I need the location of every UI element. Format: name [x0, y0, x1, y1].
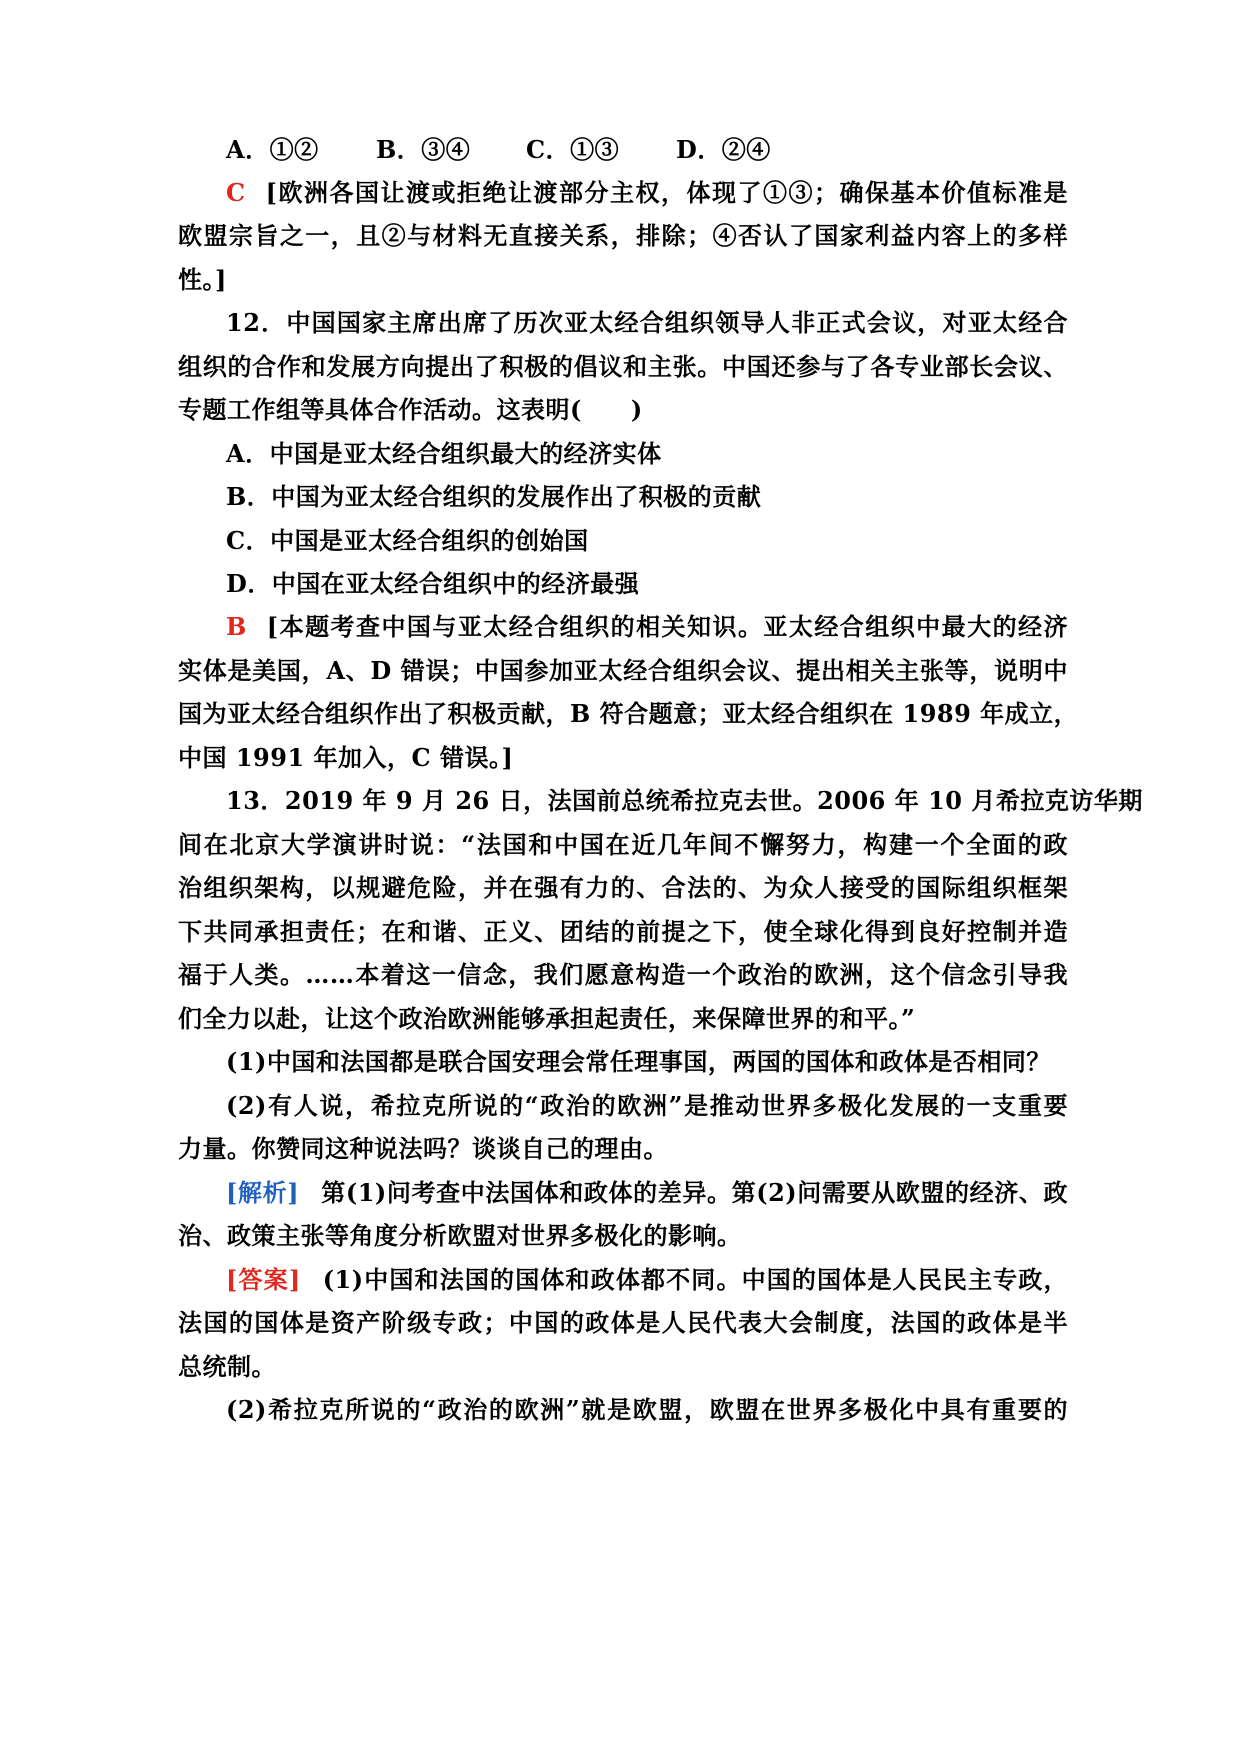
q11-option-b: B．③④	[376, 135, 471, 164]
q13-answer-line-4: (2)希拉克所说的“政治的欧洲”就是欧盟，欧盟在世界多极化中具有重要的	[226, 1395, 1068, 1424]
q13-stem-line-5: 福于人类。……本着这一信念，我们愿意构造一个政治的欧洲，这个信念引导我	[178, 960, 1068, 989]
q11-explanation-line-2: 欧盟宗旨之一，且②与材料无直接关系，排除；④否认了国家利益内容上的多样	[178, 221, 1068, 250]
q12-option-c: C．中国是亚太经合组织的创始国	[226, 526, 589, 555]
q12-option-a: A．中国是亚太经合组织最大的经济实体	[226, 439, 662, 468]
q12-answer-letter: B	[226, 612, 247, 641]
q13-subquestion-2-line-1: (2)有人说，希拉克所说的“政治的欧洲”是推动世界多极化发展的一支重要	[226, 1091, 1068, 1120]
analysis-tag: [解析]	[226, 1178, 300, 1207]
q11-explanation-line-3: 性。]	[178, 265, 227, 294]
q11-option-a: A．①②	[226, 135, 319, 164]
q13-stem-line-1: 13．2019 年 9 月 26 日，法国前总统希拉克去世。2006 年 10 月希拉克访华期	[226, 786, 1143, 815]
q11-option-c: C．①③	[526, 135, 620, 164]
q12-explanation-line-1	[226, 608, 1068, 646]
q12-explanation-text: [本题考查中国与亚太经合组织的相关知识。亚太经合组织中最大的经济	[266, 612, 1068, 641]
answer-tag: [答案]	[226, 1265, 301, 1294]
q13-analysis-line-2: 治、政策主张等角度分析欧盟对世界多极化的影响。	[178, 1221, 742, 1250]
q12-option-b: B．中国为亚太经合组织的发展作出了积极的贡献	[226, 482, 762, 511]
q13-subquestion-1: (1)中国和法国都是联合国安理会常任理事国，两国的国体和政体是否相同？	[226, 1047, 1051, 1076]
q13-answer-text: (1)中国和法国的国体和政体都不同。中国的国体是人民民主专政，	[322, 1265, 1068, 1294]
q13-analysis-line-1	[226, 1174, 1068, 1212]
q13-answer-line-3: 总统制。	[178, 1352, 276, 1381]
q13-stem-line-3: 治组织架构，以规避危险，并在强有力的、合法的、为众人接受的国际组织框架	[178, 873, 1068, 902]
q13-analysis-text: 第(1)问考查中法国体和政体的差异。第(2)问需要从欧盟的经济、政	[321, 1178, 1068, 1207]
q11-options-row	[226, 131, 1116, 169]
q13-stem-line-4: 下共同承担责任；在和谐、正义、团结的前提之下，使全球化得到良好控制并造	[178, 917, 1068, 946]
q12-explanation-line-4: 中国 1991 年加入，C 错误。]	[178, 743, 514, 772]
q11-explanation-text: [欧洲各国让渡或拒绝让渡部分主权，体现了①③；确保基本价值标准是	[265, 178, 1068, 207]
q12-stem-line-3: 专题工作组等具体合作活动。这表明( )	[178, 395, 643, 424]
q12-explanation-line-2: 实体是美国，A、D 错误；中国参加亚太经合组织会议、提出相关主张等，说明中	[178, 656, 1068, 685]
q12-stem-line-1: 12．中国国家主席出席了历次亚太经合组织领导人非正式会议，对亚太经合	[226, 308, 1068, 337]
q12-explanation-line-3: 国为亚太经合组织作出了积极贡献，B 符合题意；亚太经合组织在 1989 年成立，	[178, 699, 1079, 728]
q13-stem-line-2: 间在北京大学演讲时说：“法国和中国在近几年间不懈努力，构建一个全面的政	[178, 830, 1068, 859]
q12-option-d: D．中国在亚太经合组织中的经济最强	[226, 569, 640, 598]
q12-stem-line-2: 组织的合作和发展方向提出了积极的倡议和主张。中国还参与了各专业部长会议、	[178, 352, 1068, 381]
q11-option-d: D．②④	[676, 135, 771, 164]
q11-explanation-line-1	[226, 174, 1068, 212]
q13-answer-line-1	[226, 1261, 1068, 1299]
q13-answer-line-2: 法国的国体是资产阶级专政；中国的政体是人民代表大会制度，法国的政体是半	[178, 1308, 1068, 1337]
q13-subquestion-2-line-2: 力量。你赞同这种说法吗？谈谈自己的理由。	[178, 1134, 668, 1163]
q11-answer-letter: C	[226, 178, 246, 207]
q13-stem-line-6: 们全力以赴，让这个政治欧洲能够承担起责任，来保障世界的和平。”	[178, 1004, 916, 1033]
